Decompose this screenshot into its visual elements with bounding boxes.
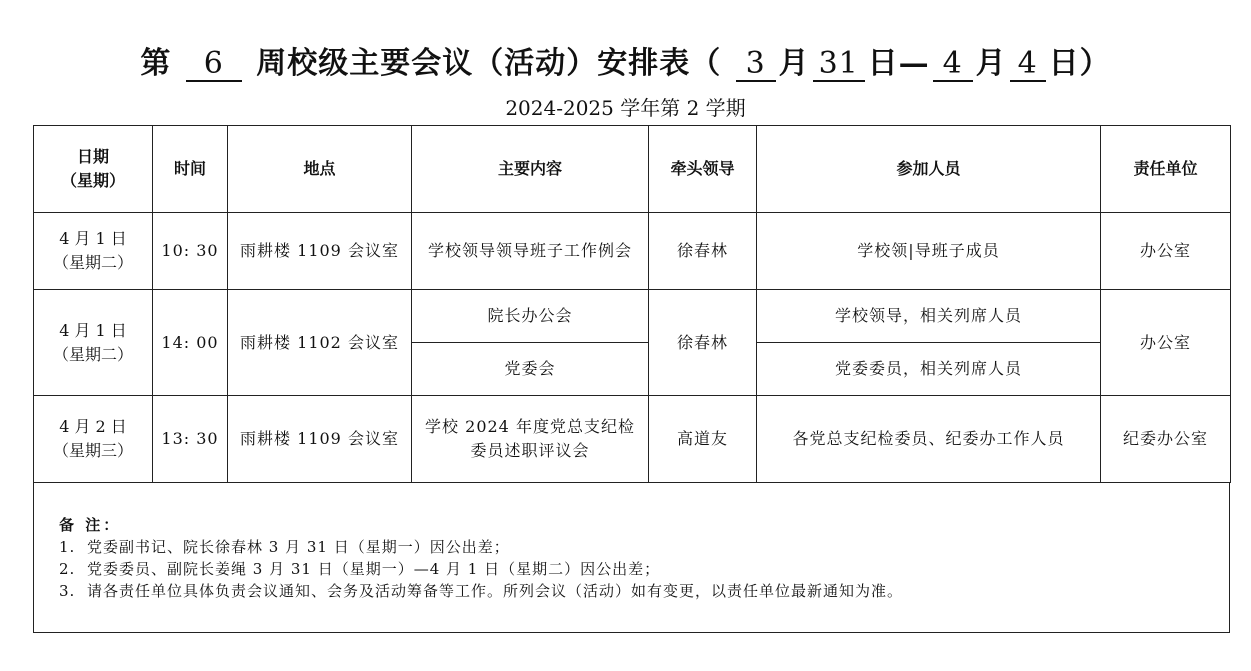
month-char-end: 月 (975, 46, 1007, 81)
time-cell: 14: 00 (153, 290, 228, 396)
leader-cell: 高道友 (649, 396, 757, 483)
location-cell: 雨耕楼 1109 会议室 (228, 396, 412, 483)
location-cell: 雨耕楼 1102 会议室 (228, 290, 412, 396)
title-prefix: 第 (140, 46, 172, 81)
page-title (0, 44, 1251, 84)
note-item: 3. 请各责任单位具体负责会议通知、会务及活动筹备等工作。所列会议（活动）如有变更，以责任单位最新通知为准。 (59, 582, 904, 600)
unit-cell: 办公室 (1101, 213, 1231, 290)
end-month: 4 (933, 48, 973, 82)
header-date: 日期 （星期） (34, 126, 153, 213)
header-content: 主要内容 (412, 126, 649, 213)
table-row (34, 213, 1231, 290)
header-unit: 责任单位 (1101, 126, 1231, 213)
title-main: 周校级主要会议（活动）安排表（ (256, 46, 722, 81)
header-time: 时间 (153, 126, 228, 213)
semester-subtitle: 2024-2025 学年第 2 学期 (505, 96, 746, 120)
participants-cell: 各党总支纪检委员、纪委办工作人员 (757, 396, 1101, 483)
start-month: 3 (736, 48, 776, 82)
time-cell: 13: 30 (153, 396, 228, 483)
content-cell: 党委会 (412, 343, 649, 396)
leader-cell: 徐春林 (649, 213, 757, 290)
table-row (34, 290, 1231, 343)
header-location: 地点 (228, 126, 412, 213)
unit-cell: 纪委办公室 (1101, 396, 1231, 483)
day-dash: 日— (867, 46, 930, 81)
month-char-start: 月 (778, 46, 810, 81)
content-cell: 学校 2024 年度党总支纪检 委员述职评议会 (412, 396, 649, 483)
time-cell: 10: 30 (153, 213, 228, 290)
notes-section (33, 482, 1230, 633)
note-item: 1. 党委副书记、院长徐春林 3 月 31 日（星期一）因公出差； (59, 538, 510, 556)
date-cell: 4 月 2 日 （星期三） (34, 396, 153, 483)
date-cell: 4 月 1 日 （星期二） (34, 290, 153, 396)
schedule-table (33, 125, 1231, 483)
notes-list (59, 536, 903, 602)
content-cell: 学校领导领导班子工作例会 (412, 213, 649, 290)
start-day: 31 (813, 48, 865, 82)
title-suffix: 日） (1048, 46, 1111, 81)
week-number: 6 (186, 48, 242, 82)
header-participants: 参加人员 (757, 126, 1101, 213)
location-cell: 雨耕楼 1109 会议室 (228, 213, 412, 290)
content-cell: 院长办公会 (412, 290, 649, 343)
header-leader: 牵头领导 (649, 126, 757, 213)
notes-title: 备 注： (59, 516, 122, 534)
participants-cell: 党委委员，相关列席人员 (757, 343, 1101, 396)
participants-cell: 学校领|导班子成员 (757, 213, 1101, 290)
participants-cell: 学校领导，相关列席人员 (757, 290, 1101, 343)
unit-cell: 办公室 (1101, 290, 1231, 396)
note-item: 2. 党委委员、副院长姜绳 3 月 31 日（星期一）—4 月 1 日（星期二）因公出差； (59, 560, 661, 578)
end-day: 4 (1010, 48, 1046, 82)
leader-cell: 徐春林 (649, 290, 757, 396)
date-cell: 4 月 1 日 （星期二） (34, 213, 153, 290)
table-header-row (34, 126, 1231, 213)
table-row (34, 396, 1231, 483)
